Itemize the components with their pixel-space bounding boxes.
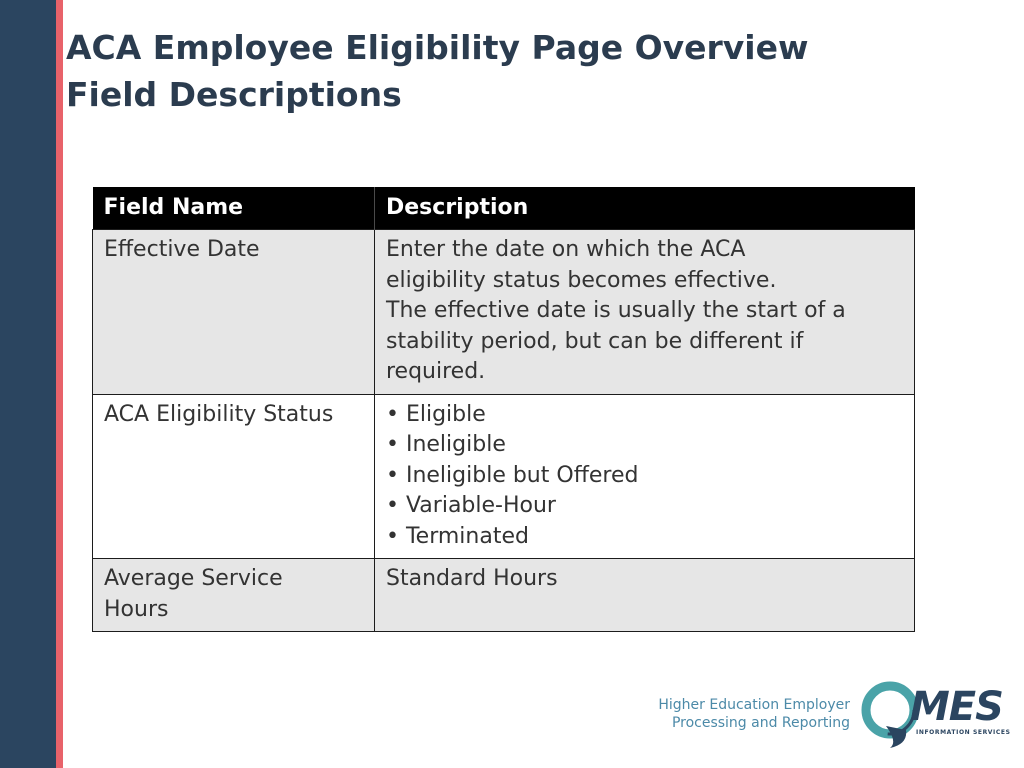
table-row [93,230,915,395]
description-cell [375,230,915,395]
table-header-row [93,187,915,230]
footer-tagline [658,696,850,732]
table-row [93,559,915,632]
description-line: The effective date is usually the start of a [386,298,846,323]
sidebar-navy-band [0,0,56,768]
field-descriptions-table [92,187,915,632]
table-row [93,394,915,559]
sidebar-red-stripe [56,0,63,768]
field-name-line: Hours [104,596,169,622]
qmes-logo [860,680,1011,752]
footer-line-2: Processing and Reporting [671,715,850,731]
footer-line-1: Higher Education Employer [658,697,850,713]
description-line: stability period, but can be different if [386,328,804,354]
status-option: • Variable-Hour [386,493,556,518]
status-option: • Eligible [386,401,486,427]
description-cell: Standard Hours [375,559,915,632]
status-option: • Ineligible but Offered [386,462,639,488]
logo-wordmark: MES [910,684,1003,730]
header-field-name: Field Name [93,187,375,230]
header-description: Description [375,187,915,230]
field-name-cell: ACA Eligibility Status [93,394,375,559]
page-title [66,24,926,118]
description-line: required. [386,359,486,384]
page-title-line-2: Field Descriptions [66,75,402,114]
page-title-line-1: ACA Employee Eligibility Page Overview [66,28,809,67]
status-option: • Ineligible [386,432,506,457]
field-name-cell: Effective Date [93,230,375,395]
description-cell [375,394,915,559]
description-line: Enter the date on which the ACA [386,237,746,262]
field-name-cell [93,559,375,632]
logo-subtitle: INFORMATION SERVICES [916,729,1011,736]
status-option: • Terminated [386,523,529,549]
field-name-line: Average Service [104,566,283,591]
description-line: eligibility status becomes effective. [386,267,777,293]
